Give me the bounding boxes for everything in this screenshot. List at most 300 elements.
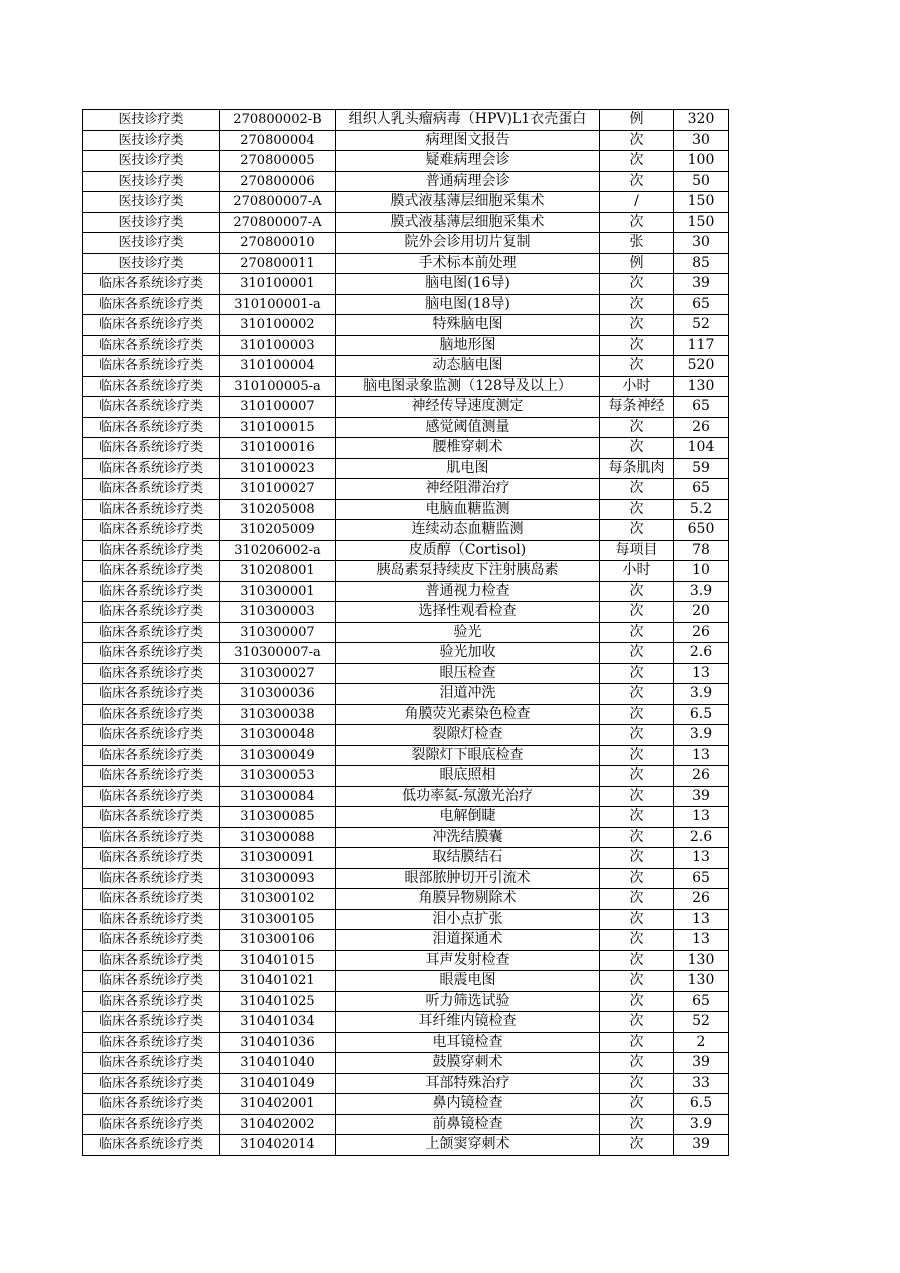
- table-row: [83, 253, 729, 274]
- table-row: [83, 561, 729, 582]
- item-name-cell: 眼部脓肿切开引流术: [336, 868, 600, 889]
- item-name-cell: 验光: [336, 622, 600, 643]
- unit-cell: 次: [600, 151, 674, 172]
- price-cell: 3.9: [674, 684, 729, 705]
- item-name-cell: 选择性观看检查: [336, 602, 600, 623]
- unit-cell: 次: [600, 643, 674, 664]
- category-cell: 临床各系统诊疗类: [83, 458, 220, 479]
- price-cell: 20: [674, 602, 729, 623]
- unit-cell: 次: [600, 1032, 674, 1053]
- code-cell: 270800010: [220, 233, 336, 254]
- category-cell: 临床各系统诊疗类: [83, 766, 220, 787]
- price-cell: 320: [674, 110, 729, 131]
- price-cell: 13: [674, 909, 729, 930]
- table-row: [83, 1135, 729, 1156]
- category-cell: 临床各系统诊疗类: [83, 786, 220, 807]
- category-cell: 医技诊疗类: [83, 130, 220, 151]
- code-cell: 310208001: [220, 561, 336, 582]
- unit-cell: 次: [600, 274, 674, 295]
- code-cell: 310401021: [220, 971, 336, 992]
- category-cell: 医技诊疗类: [83, 151, 220, 172]
- price-cell: 130: [674, 971, 729, 992]
- item-name-cell: 眼底照相: [336, 766, 600, 787]
- code-cell: 270800002-B: [220, 110, 336, 131]
- price-cell: 65: [674, 479, 729, 500]
- code-cell: 310300007-a: [220, 643, 336, 664]
- table-row: [83, 294, 729, 315]
- price-cell: 50: [674, 171, 729, 192]
- category-cell: 临床各系统诊疗类: [83, 315, 220, 336]
- unit-cell: 次: [600, 622, 674, 643]
- price-cell: 52: [674, 1012, 729, 1033]
- item-name-cell: 电耳镜检查: [336, 1032, 600, 1053]
- category-cell: 临床各系统诊疗类: [83, 1094, 220, 1115]
- price-cell: 150: [674, 212, 729, 233]
- code-cell: 310300036: [220, 684, 336, 705]
- code-cell: 310300003: [220, 602, 336, 623]
- price-cell: 26: [674, 889, 729, 910]
- code-cell: 310402001: [220, 1094, 336, 1115]
- category-cell: 临床各系统诊疗类: [83, 1073, 220, 1094]
- price-cell: 104: [674, 438, 729, 459]
- category-cell: 医技诊疗类: [83, 212, 220, 233]
- item-name-cell: 耳声发射检查: [336, 950, 600, 971]
- category-cell: 临床各系统诊疗类: [83, 397, 220, 418]
- unit-cell: 张: [600, 233, 674, 254]
- price-cell: 150: [674, 192, 729, 213]
- item-name-cell: 上颌窦穿刺术: [336, 1135, 600, 1156]
- table-row: [83, 622, 729, 643]
- category-cell: 临床各系统诊疗类: [83, 991, 220, 1012]
- unit-cell: 次: [600, 786, 674, 807]
- unit-cell: 次: [600, 479, 674, 500]
- code-cell: 310100003: [220, 335, 336, 356]
- code-cell: 310401040: [220, 1053, 336, 1074]
- unit-cell: 次: [600, 212, 674, 233]
- code-cell: 270800006: [220, 171, 336, 192]
- item-name-cell: 听力筛选试验: [336, 991, 600, 1012]
- price-cell: 13: [674, 807, 729, 828]
- category-cell: 临床各系统诊疗类: [83, 1114, 220, 1135]
- code-cell: 270800004: [220, 130, 336, 151]
- table-row: [83, 438, 729, 459]
- table-row: [83, 315, 729, 336]
- category-cell: 临床各系统诊疗类: [83, 561, 220, 582]
- item-name-cell: 取结膜结石: [336, 848, 600, 869]
- code-cell: 310300084: [220, 786, 336, 807]
- table-row: [83, 827, 729, 848]
- item-name-cell: 连续动态血糖监测: [336, 520, 600, 541]
- item-name-cell: 动态脑电图: [336, 356, 600, 377]
- table-row: [83, 909, 729, 930]
- table-row: [83, 171, 729, 192]
- table-row: [83, 1094, 729, 1115]
- price-cell: 117: [674, 335, 729, 356]
- price-cell: 3.9: [674, 581, 729, 602]
- unit-cell: 次: [600, 1114, 674, 1135]
- item-name-cell: 泪小点扩张: [336, 909, 600, 930]
- table-row: [83, 356, 729, 377]
- price-cell: 26: [674, 622, 729, 643]
- unit-cell: 例: [600, 110, 674, 131]
- price-cell: 130: [674, 376, 729, 397]
- table-row: [83, 602, 729, 623]
- item-name-cell: 眼压检查: [336, 663, 600, 684]
- code-cell: 310205008: [220, 499, 336, 520]
- table-row: [83, 192, 729, 213]
- code-cell: 310300007: [220, 622, 336, 643]
- unit-cell: 次: [600, 991, 674, 1012]
- table-row: [83, 376, 729, 397]
- unit-cell: 次: [600, 745, 674, 766]
- price-cell: 3.9: [674, 1114, 729, 1135]
- category-cell: 临床各系统诊疗类: [83, 1012, 220, 1033]
- unit-cell: 次: [600, 130, 674, 151]
- table-row: [83, 745, 729, 766]
- code-cell: 310100001-a: [220, 294, 336, 315]
- table-row: [83, 151, 729, 172]
- code-cell: 310100005-a: [220, 376, 336, 397]
- unit-cell: 次: [600, 889, 674, 910]
- unit-cell: 次: [600, 499, 674, 520]
- table-row: [83, 233, 729, 254]
- item-name-cell: 神经传导速度测定: [336, 397, 600, 418]
- table-row: [83, 868, 729, 889]
- item-name-cell: 手术标本前处理: [336, 253, 600, 274]
- unit-cell: 小时: [600, 561, 674, 582]
- code-cell: 310300093: [220, 868, 336, 889]
- code-cell: 310401025: [220, 991, 336, 1012]
- category-cell: 临床各系统诊疗类: [83, 889, 220, 910]
- category-cell: 临床各系统诊疗类: [83, 827, 220, 848]
- category-cell: 临床各系统诊疗类: [83, 971, 220, 992]
- table-row: [83, 417, 729, 438]
- price-cell: 30: [674, 130, 729, 151]
- category-cell: 临床各系统诊疗类: [83, 622, 220, 643]
- category-cell: 临床各系统诊疗类: [83, 581, 220, 602]
- table-row: [83, 1053, 729, 1074]
- price-cell: 2.6: [674, 827, 729, 848]
- item-name-cell: 胰岛素泵持续皮下注射胰岛素: [336, 561, 600, 582]
- code-cell: 310401034: [220, 1012, 336, 1033]
- code-cell: 310205009: [220, 520, 336, 541]
- unit-cell: 次: [600, 868, 674, 889]
- category-cell: 临床各系统诊疗类: [83, 663, 220, 684]
- item-name-cell: 耳部特殊治疗: [336, 1073, 600, 1094]
- table-row: [83, 807, 729, 828]
- item-name-cell: 脑电图(16导): [336, 274, 600, 295]
- item-name-cell: 泪道冲洗: [336, 684, 600, 705]
- unit-cell: 次: [600, 438, 674, 459]
- category-cell: 临床各系统诊疗类: [83, 520, 220, 541]
- item-name-cell: 病理图文报告: [336, 130, 600, 151]
- code-cell: 310300027: [220, 663, 336, 684]
- category-cell: 临床各系统诊疗类: [83, 848, 220, 869]
- price-cell: 39: [674, 1135, 729, 1156]
- category-cell: 临床各系统诊疗类: [83, 335, 220, 356]
- category-cell: 临床各系统诊疗类: [83, 438, 220, 459]
- table-row: [83, 130, 729, 151]
- price-cell: 6.5: [674, 1094, 729, 1115]
- unit-cell: 每条神经: [600, 397, 674, 418]
- table-row: [83, 991, 729, 1012]
- item-name-cell: 裂隙灯检查: [336, 725, 600, 746]
- unit-cell: 次: [600, 1053, 674, 1074]
- item-name-cell: 皮质醇（Cortisol): [336, 540, 600, 561]
- code-cell: 310300106: [220, 930, 336, 951]
- item-name-cell: 泪道探通术: [336, 930, 600, 951]
- price-cell: 39: [674, 274, 729, 295]
- code-cell: 310300038: [220, 704, 336, 725]
- price-cell: 65: [674, 991, 729, 1012]
- unit-cell: 次: [600, 1012, 674, 1033]
- table-row: [83, 397, 729, 418]
- price-cell: 3.9: [674, 725, 729, 746]
- price-cell: 130: [674, 950, 729, 971]
- item-name-cell: 普通视力检查: [336, 581, 600, 602]
- unit-cell: 次: [600, 581, 674, 602]
- unit-cell: 次: [600, 704, 674, 725]
- table-row: [83, 1114, 729, 1135]
- price-cell: 2: [674, 1032, 729, 1053]
- unit-cell: 次: [600, 684, 674, 705]
- code-cell: 310300049: [220, 745, 336, 766]
- price-cell: 65: [674, 397, 729, 418]
- unit-cell: 每条肌肉: [600, 458, 674, 479]
- item-name-cell: 验光加收: [336, 643, 600, 664]
- table-row: [83, 930, 729, 951]
- item-name-cell: 电解倒睫: [336, 807, 600, 828]
- item-name-cell: 组织人乳头瘤病毒（HPV)L1衣壳蛋白: [336, 110, 600, 131]
- item-name-cell: 脑电图录象监测（128导及以上）: [336, 376, 600, 397]
- item-name-cell: 普通病理会诊: [336, 171, 600, 192]
- category-cell: 临床各系统诊疗类: [83, 807, 220, 828]
- code-cell: 310100007: [220, 397, 336, 418]
- item-name-cell: 低功率氦-氖激光治疗: [336, 786, 600, 807]
- category-cell: 临床各系统诊疗类: [83, 704, 220, 725]
- category-cell: 医技诊疗类: [83, 110, 220, 131]
- unit-cell: 次: [600, 950, 674, 971]
- item-name-cell: 角膜异物剔除术: [336, 889, 600, 910]
- category-cell: 临床各系统诊疗类: [83, 294, 220, 315]
- table-row: [83, 704, 729, 725]
- code-cell: 310300048: [220, 725, 336, 746]
- code-cell: 310401036: [220, 1032, 336, 1053]
- table-row: [83, 520, 729, 541]
- code-cell: 310300001: [220, 581, 336, 602]
- table-row: [83, 110, 729, 131]
- code-cell: 270800005: [220, 151, 336, 172]
- unit-cell: 次: [600, 971, 674, 992]
- unit-cell: 例: [600, 253, 674, 274]
- price-cell: 650: [674, 520, 729, 541]
- table-row: [83, 663, 729, 684]
- price-cell: 39: [674, 1053, 729, 1074]
- category-cell: 临床各系统诊疗类: [83, 602, 220, 623]
- item-name-cell: 眼震电图: [336, 971, 600, 992]
- item-name-cell: 特殊脑电图: [336, 315, 600, 336]
- category-cell: 临床各系统诊疗类: [83, 1135, 220, 1156]
- unit-cell: 次: [600, 827, 674, 848]
- category-cell: 临床各系统诊疗类: [83, 356, 220, 377]
- unit-cell: 次: [600, 520, 674, 541]
- category-cell: 临床各系统诊疗类: [83, 479, 220, 500]
- unit-cell: 次: [600, 848, 674, 869]
- unit-cell: 次: [600, 335, 674, 356]
- table-row: [83, 581, 729, 602]
- price-cell: 26: [674, 417, 729, 438]
- price-table: [82, 109, 729, 1156]
- item-name-cell: 鼓膜穿刺术: [336, 1053, 600, 1074]
- price-cell: 100: [674, 151, 729, 172]
- price-cell: 520: [674, 356, 729, 377]
- table-row: [83, 540, 729, 561]
- table-row: [83, 766, 729, 787]
- table-row: [83, 725, 729, 746]
- unit-cell: 次: [600, 909, 674, 930]
- code-cell: 310100023: [220, 458, 336, 479]
- category-cell: 临床各系统诊疗类: [83, 725, 220, 746]
- price-cell: 13: [674, 930, 729, 951]
- category-cell: 临床各系统诊疗类: [83, 930, 220, 951]
- code-cell: 310300091: [220, 848, 336, 869]
- table-row: [83, 479, 729, 500]
- price-table-body: [83, 110, 729, 1156]
- unit-cell: 小时: [600, 376, 674, 397]
- item-name-cell: 冲洗结膜囊: [336, 827, 600, 848]
- price-cell: 59: [674, 458, 729, 479]
- item-name-cell: 脑地形图: [336, 335, 600, 356]
- price-cell: 26: [674, 766, 729, 787]
- code-cell: 310100004: [220, 356, 336, 377]
- category-cell: 临床各系统诊疗类: [83, 274, 220, 295]
- category-cell: 临床各系统诊疗类: [83, 1053, 220, 1074]
- category-cell: 临床各系统诊疗类: [83, 1032, 220, 1053]
- table-row: [83, 1012, 729, 1033]
- unit-cell: 次: [600, 602, 674, 623]
- category-cell: 医技诊疗类: [83, 171, 220, 192]
- item-name-cell: 角膜荧光素染色检查: [336, 704, 600, 725]
- code-cell: 310402002: [220, 1114, 336, 1135]
- price-cell: 5.2: [674, 499, 729, 520]
- category-cell: 临床各系统诊疗类: [83, 868, 220, 889]
- price-cell: 13: [674, 663, 729, 684]
- category-cell: 临床各系统诊疗类: [83, 499, 220, 520]
- code-cell: 310401015: [220, 950, 336, 971]
- price-cell: 85: [674, 253, 729, 274]
- table-row: [83, 1073, 729, 1094]
- price-cell: 78: [674, 540, 729, 561]
- item-name-cell: 鼻内镜检查: [336, 1094, 600, 1115]
- code-cell: 310402014: [220, 1135, 336, 1156]
- unit-cell: 次: [600, 171, 674, 192]
- unit-cell: 每项目: [600, 540, 674, 561]
- item-name-cell: 腰椎穿刺术: [336, 438, 600, 459]
- item-name-cell: 神经阻滞治疗: [336, 479, 600, 500]
- price-cell: 65: [674, 294, 729, 315]
- code-cell: 310100002: [220, 315, 336, 336]
- price-cell: 30: [674, 233, 729, 254]
- unit-cell: 次: [600, 807, 674, 828]
- code-cell: 310100016: [220, 438, 336, 459]
- item-name-cell: 前鼻镜检查: [336, 1114, 600, 1135]
- table-row: [83, 643, 729, 664]
- category-cell: 临床各系统诊疗类: [83, 909, 220, 930]
- item-name-cell: 裂隙灯下眼底检查: [336, 745, 600, 766]
- item-name-cell: 脑电图(18导): [336, 294, 600, 315]
- price-cell: 13: [674, 848, 729, 869]
- category-cell: 临床各系统诊疗类: [83, 643, 220, 664]
- unit-cell: 次: [600, 1135, 674, 1156]
- item-name-cell: 电脑血糖监测: [336, 499, 600, 520]
- code-cell: 310100027: [220, 479, 336, 500]
- price-cell: 2.6: [674, 643, 729, 664]
- item-name-cell: 肌电图: [336, 458, 600, 479]
- code-cell: 310300085: [220, 807, 336, 828]
- table-row: [83, 848, 729, 869]
- price-cell: 39: [674, 786, 729, 807]
- code-cell: 310100015: [220, 417, 336, 438]
- category-cell: 医技诊疗类: [83, 253, 220, 274]
- item-name-cell: 感觉阈值测量: [336, 417, 600, 438]
- code-cell: 310401049: [220, 1073, 336, 1094]
- price-cell: 6.5: [674, 704, 729, 725]
- category-cell: 临床各系统诊疗类: [83, 417, 220, 438]
- code-cell: 270800007-A: [220, 212, 336, 233]
- unit-cell: 次: [600, 356, 674, 377]
- category-cell: 临床各系统诊疗类: [83, 376, 220, 397]
- code-cell: 270800007-A: [220, 192, 336, 213]
- code-cell: 310300105: [220, 909, 336, 930]
- table-row: [83, 335, 729, 356]
- table-row: [83, 971, 729, 992]
- price-cell: 33: [674, 1073, 729, 1094]
- item-name-cell: 院外会诊用切片复制: [336, 233, 600, 254]
- category-cell: 医技诊疗类: [83, 192, 220, 213]
- category-cell: 临床各系统诊疗类: [83, 950, 220, 971]
- item-name-cell: 膜式液基薄层细胞采集术: [336, 212, 600, 233]
- category-cell: 医技诊疗类: [83, 233, 220, 254]
- unit-cell: 次: [600, 725, 674, 746]
- table-row: [83, 950, 729, 971]
- unit-cell: 次: [600, 1073, 674, 1094]
- item-name-cell: 膜式液基薄层细胞采集术: [336, 192, 600, 213]
- table-row: [83, 458, 729, 479]
- table-row: [83, 889, 729, 910]
- price-cell: 52: [674, 315, 729, 336]
- price-cell: 13: [674, 745, 729, 766]
- item-name-cell: 疑难病理会诊: [336, 151, 600, 172]
- unit-cell: 次: [600, 930, 674, 951]
- table-row: [83, 786, 729, 807]
- unit-cell: 次: [600, 766, 674, 787]
- category-cell: 临床各系统诊疗类: [83, 684, 220, 705]
- table-row: [83, 1032, 729, 1053]
- code-cell: 310206002-a: [220, 540, 336, 561]
- unit-cell: 次: [600, 663, 674, 684]
- table-row: [83, 684, 729, 705]
- item-name-cell: 耳纤维内镜检查: [336, 1012, 600, 1033]
- table-row: [83, 274, 729, 295]
- code-cell: 310300102: [220, 889, 336, 910]
- table-row: [83, 212, 729, 233]
- unit-cell: 次: [600, 294, 674, 315]
- price-cell: 65: [674, 868, 729, 889]
- code-cell: 310100001: [220, 274, 336, 295]
- table-row: [83, 499, 729, 520]
- unit-cell: 次: [600, 315, 674, 336]
- code-cell: 310300088: [220, 827, 336, 848]
